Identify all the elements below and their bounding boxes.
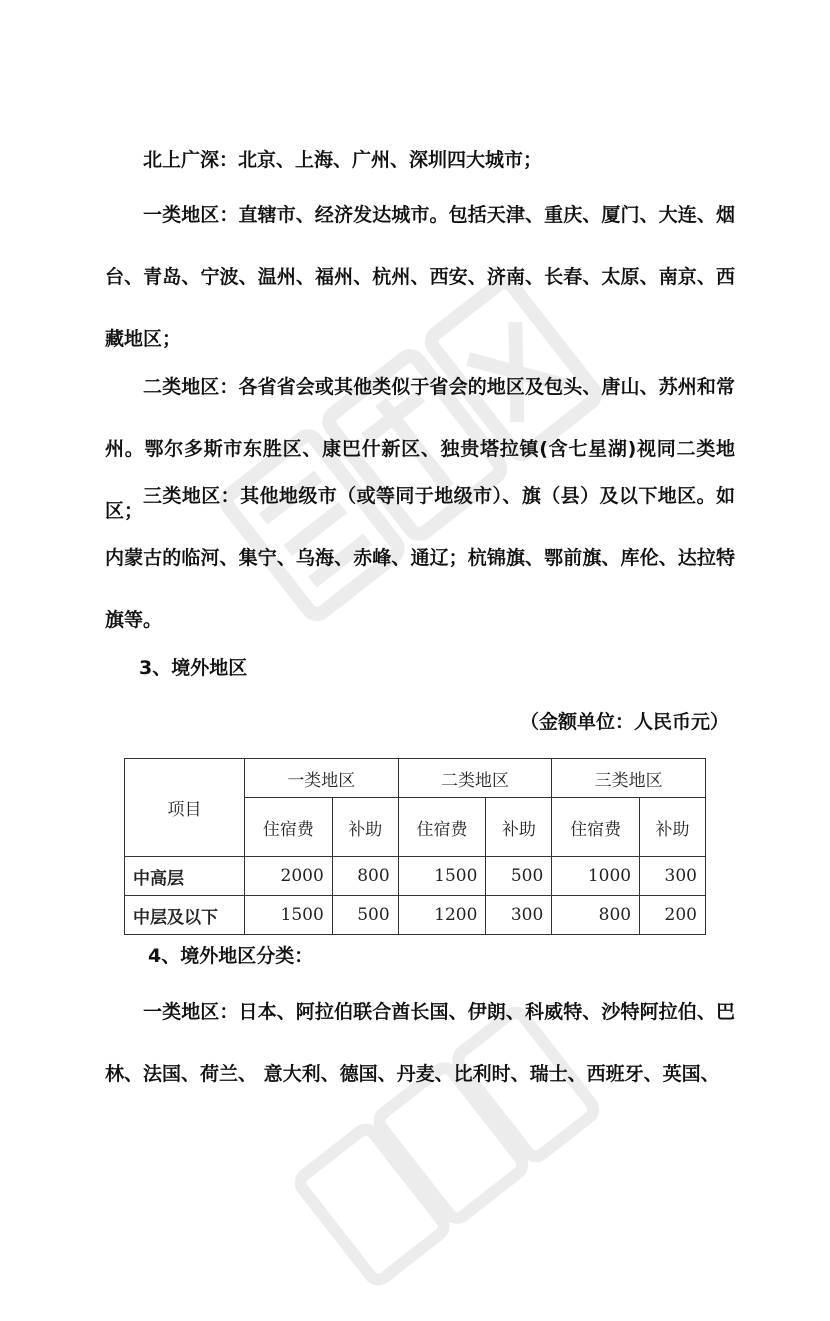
- table-cell: 300: [640, 857, 706, 896]
- group-header-tier-1: 一类地区: [245, 759, 399, 798]
- table-cell: 800: [332, 857, 398, 896]
- item-header: 项目: [125, 759, 245, 857]
- group-header-tier-3: 三类地区: [552, 759, 706, 798]
- paragraph-overseas-tier-1: 一类地区：日本、阿拉伯联合酋长国、伊朗、科威特、沙特阿拉伯、巴林、法国、荷兰、 意大利、德国、丹麦、比利时、瑞士、西班牙、英国、: [105, 1001, 735, 1085]
- table-cell: 1500: [245, 896, 333, 935]
- overseas-rates-table: [124, 758, 706, 935]
- table-row: [125, 857, 706, 896]
- group-header-tier-2: 二类地区: [398, 759, 552, 798]
- subheader-allowance: 补助: [332, 798, 398, 857]
- table-cell: 800: [552, 896, 640, 935]
- subheader-lodging: 住宿费: [398, 798, 486, 857]
- table-cell: 200: [640, 896, 706, 935]
- currency-unit-note: （金额单位：人民币元）: [520, 711, 730, 733]
- table-cell: 300: [486, 896, 552, 935]
- table-cell: 1000: [552, 857, 640, 896]
- row-label: 中层及以下: [125, 896, 245, 935]
- section-heading-overseas-classification: 4、境外地区分类：: [148, 945, 314, 967]
- paragraph-tier-bsgs: 北上广深：北京、上海、广州、深圳四大城市；: [143, 149, 543, 171]
- table-cell: 500: [332, 896, 398, 935]
- table-cell: 2000: [245, 857, 333, 896]
- paragraph-tier-3-domestic: 三类地区：其他地级市（或等同于地级市）、旗（县）及以下地区。如内蒙古的临河、集宁、乌海、赤峰、通辽；杭锦旗、鄂前旗、库伦、达拉特旗等。: [105, 485, 735, 631]
- table-cell: 500: [486, 857, 552, 896]
- subheader-lodging: 住宿费: [245, 798, 333, 857]
- table-row: [125, 896, 706, 935]
- table-header-row: [125, 759, 706, 798]
- section-heading-overseas: 3、境外地区: [139, 657, 248, 679]
- subheader-allowance: 补助: [486, 798, 552, 857]
- paragraph-tier-2-domestic: 二类地区：各省省会或其他类似于省会的地区及包头、唐山、苏州和常州。鄂尔多斯市东胜区、康巴什新区、独贵塔拉镇(含七星湖)视同二类地区；: [105, 376, 735, 522]
- paragraph-tier-1-domestic: 一类地区：直辖市、经济发达城市。包括天津、重庆、厦门、大连、烟台、青岛、宁波、温州、福州、杭州、西安、济南、长春、太原、南京、西藏地区；: [105, 204, 735, 350]
- table-cell: 1500: [398, 857, 486, 896]
- subheader-lodging: 住宿费: [552, 798, 640, 857]
- row-label: 中高层: [125, 857, 245, 896]
- subheader-allowance: 补助: [640, 798, 706, 857]
- table-cell: 1200: [398, 896, 486, 935]
